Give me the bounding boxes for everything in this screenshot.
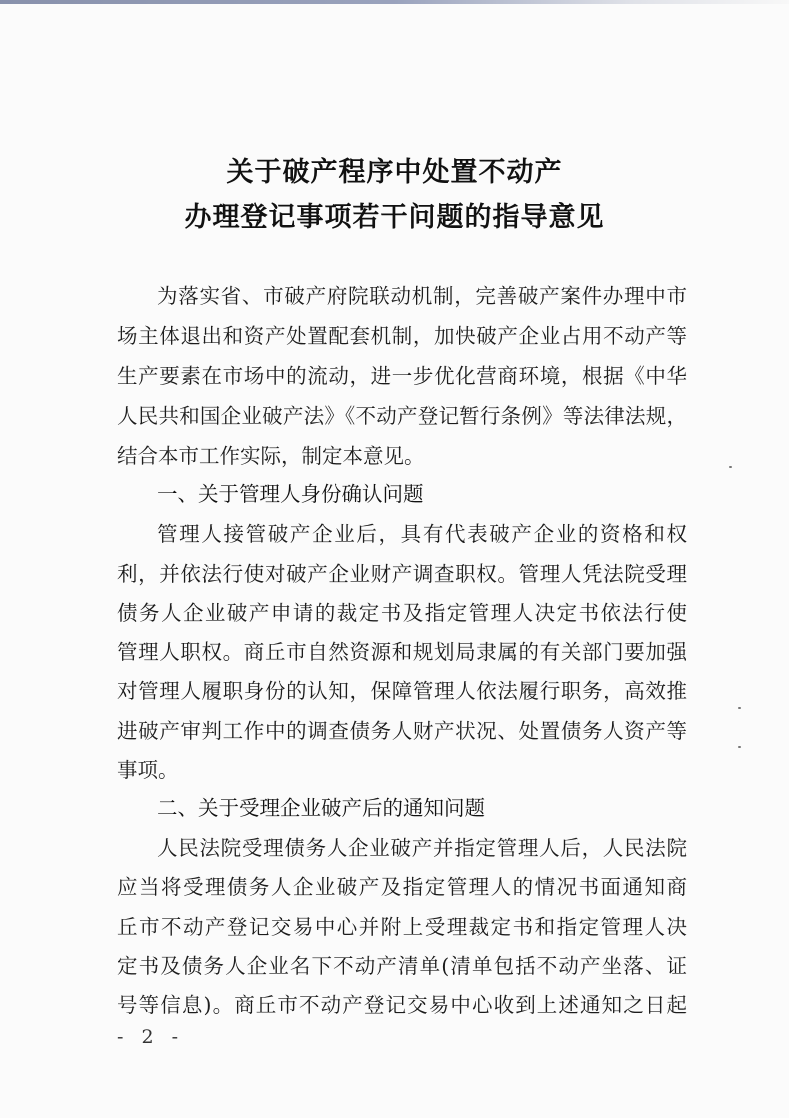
intro-line: 场主体退出和资产处置配套机制，加快破产企业占用不动产等	[117, 324, 687, 348]
intro-line: 为落实省、市破产府院联动机制，完善破产案件办理中市	[157, 284, 687, 308]
section-2-line: 号等信息)。商丘市不动产登记交易中心收到上述通知之日起	[117, 993, 687, 1017]
scan-speck	[729, 466, 732, 468]
intro-line: 生产要素在市场中的流动，进一步优化营商环境，根据《中华	[117, 364, 687, 388]
document-title-line-2: 办理登记事项若干问题的指导意见	[184, 202, 605, 233]
section-1-line: 对管理人履职身份的认知，保障管理人依法履行职务，高效推	[117, 679, 687, 703]
section-2-line: 定书及债务人企业名下不动产清单(清单包括不动产坐落、证	[117, 954, 687, 978]
scan-speck	[738, 746, 741, 748]
section-1-line: 债务人企业破产申请的裁定书及指定管理人决定书依法行使	[117, 601, 687, 625]
scan-top-edge	[0, 0, 789, 4]
section-1-heading: 一、关于管理人身份确认问题	[157, 482, 424, 506]
scan-speck	[738, 707, 741, 709]
document-title-line-1: 关于破产程序中处置不动产	[226, 157, 563, 188]
section-2-line: 丘市不动产登记交易中心并附上受理裁定书和指定管理人决	[117, 915, 687, 939]
section-1-line: 事项。	[117, 758, 179, 782]
section-2-line: 人民法院受理债务人企业破产并指定管理人后，人民法院	[157, 836, 687, 860]
section-1-line: 利，并依法行使对破产企业财产调查职权。管理人凭法院受理	[117, 562, 687, 586]
section-1-line: 进破产审判工作中的调查债务人财产状况、处置债务人资产等	[117, 719, 687, 743]
section-1-line: 管理人接管破产企业后，具有代表破产企业的资格和权	[157, 522, 687, 546]
section-2-heading: 二、关于受理企业破产后的通知问题	[157, 796, 485, 820]
section-1-line: 管理人职权。商丘市自然资源和规划局隶属的有关部门要加强	[117, 640, 687, 664]
intro-line: 结合本市工作实际，制定本意见。	[117, 444, 425, 468]
section-2-line: 应当将受理债务人企业破产及指定管理人的情况书面通知商	[117, 875, 687, 899]
page-number: - 2 -	[117, 1026, 185, 1048]
intro-line: 人民共和国企业破产法》《不动产登记暂行条例》等法律法规，	[117, 404, 687, 428]
